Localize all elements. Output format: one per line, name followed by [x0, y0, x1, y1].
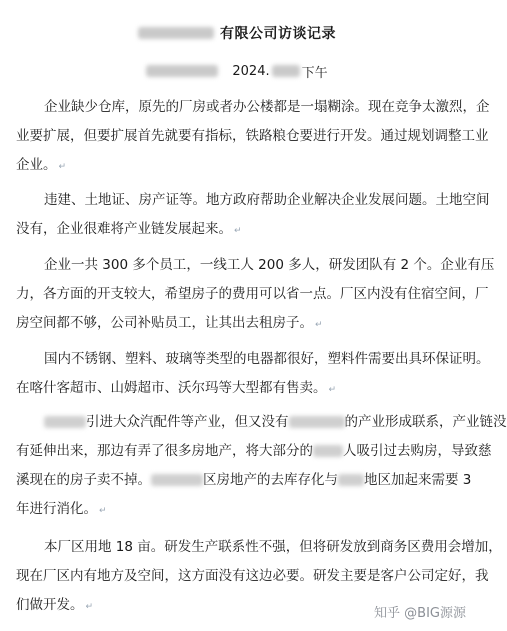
paragraph-line: 企业。 ↵ — [16, 157, 67, 173]
paragraph-line: 违建、土地证、房产证等。地方政府帮助企业解决企业发展问题。土地空间 — [44, 192, 490, 208]
date-row — [0, 60, 474, 82]
paragraph-line: 本厂区用地 18 亩。研发生产联系性不强，但将研发放到商务区费用会增加， — [44, 539, 502, 555]
paragraph-line: 企业一共 300 多个员工，一线工人 200 多人，研发团队有 2 个。企业有压 — [44, 257, 495, 273]
paragraph-mark-icon: ↵ — [328, 385, 337, 395]
redacted-date — [272, 65, 300, 77]
paragraph-5 — [16, 408, 507, 524]
paragraph-line: 企业缺少仓库，原先的厂房或者办公楼都是一塌糊涂。现在竞争太激烈，企 — [44, 99, 490, 115]
paragraph-mark-icon: ↵ — [234, 226, 242, 236]
redacted-text — [338, 474, 364, 486]
paragraph-line: 国内不锈钢、塑料、玻璃等类型的电器都很好，塑料件需要出具环保证明。 — [44, 351, 490, 367]
paragraph-line: 业要扩展，但要扩展首先就要有指标，铁路粮仓要进行开发。通过规划调整工业 — [16, 128, 489, 144]
document-title: 有限公司访谈记录 — [220, 26, 336, 42]
date-suffix: 下午 — [301, 65, 328, 81]
paragraph-line: 现在厂区内有地方及空间，这方面没有这边必要。研发主要是客户公司定好，我 — [16, 568, 489, 584]
paragraph-line: 在喀什客超市、山姆超市、沃尔玛等大型都有售卖。 ↵ — [16, 380, 337, 396]
paragraph-line: 力，各方面的开支较大，希望房子的费用可以省一点。厂区内没有住宿空间，厂 — [16, 286, 489, 302]
paragraph-mark-icon: ↵ — [85, 602, 94, 612]
paragraph-4 — [16, 345, 490, 403]
redacted-text — [44, 416, 86, 428]
paragraph-line: 们做开发。 ↵ — [16, 597, 94, 613]
paragraph-line: 房空间都不够，公司补贴员工，让其出去租房子。 ↵ — [16, 315, 323, 331]
paragraph-line: 有延伸出来，那边有弄了很多房地产，将大部分的 人吸引过去购房，导致慈 — [16, 443, 492, 459]
redacted-company-name — [138, 27, 214, 39]
redacted-location — [146, 65, 218, 77]
watermark — [374, 602, 466, 621]
paragraph-line: 引进大众汽配件等产业，但又没有 的产业形成联系，产业链没 — [16, 408, 462, 437]
watermark-text: 知乎 @BIG源源 — [374, 606, 466, 621]
redacted-text — [313, 445, 343, 457]
redacted-text — [289, 416, 345, 428]
paragraph-mark-icon: ↵ — [315, 320, 323, 330]
paragraph-mark-icon: ↵ — [99, 506, 107, 516]
paragraph-line: 年进行消化。 ↵ — [16, 501, 107, 517]
paragraph-3 — [16, 251, 495, 338]
paragraph-1 — [16, 93, 490, 180]
redacted-text — [151, 474, 203, 486]
paragraph-line: 没有，企业很难将产业链发展起来。 ↵ — [16, 221, 242, 237]
paragraph-2 — [16, 186, 490, 244]
paragraph-line: 溪现在的房子卖不掉。 区房地产的去库存化与 地区加起来需要 3 — [16, 472, 472, 488]
date-label: 2024. — [232, 63, 270, 79]
title-row — [0, 22, 474, 44]
paragraph-mark-icon: ↵ — [58, 162, 67, 172]
